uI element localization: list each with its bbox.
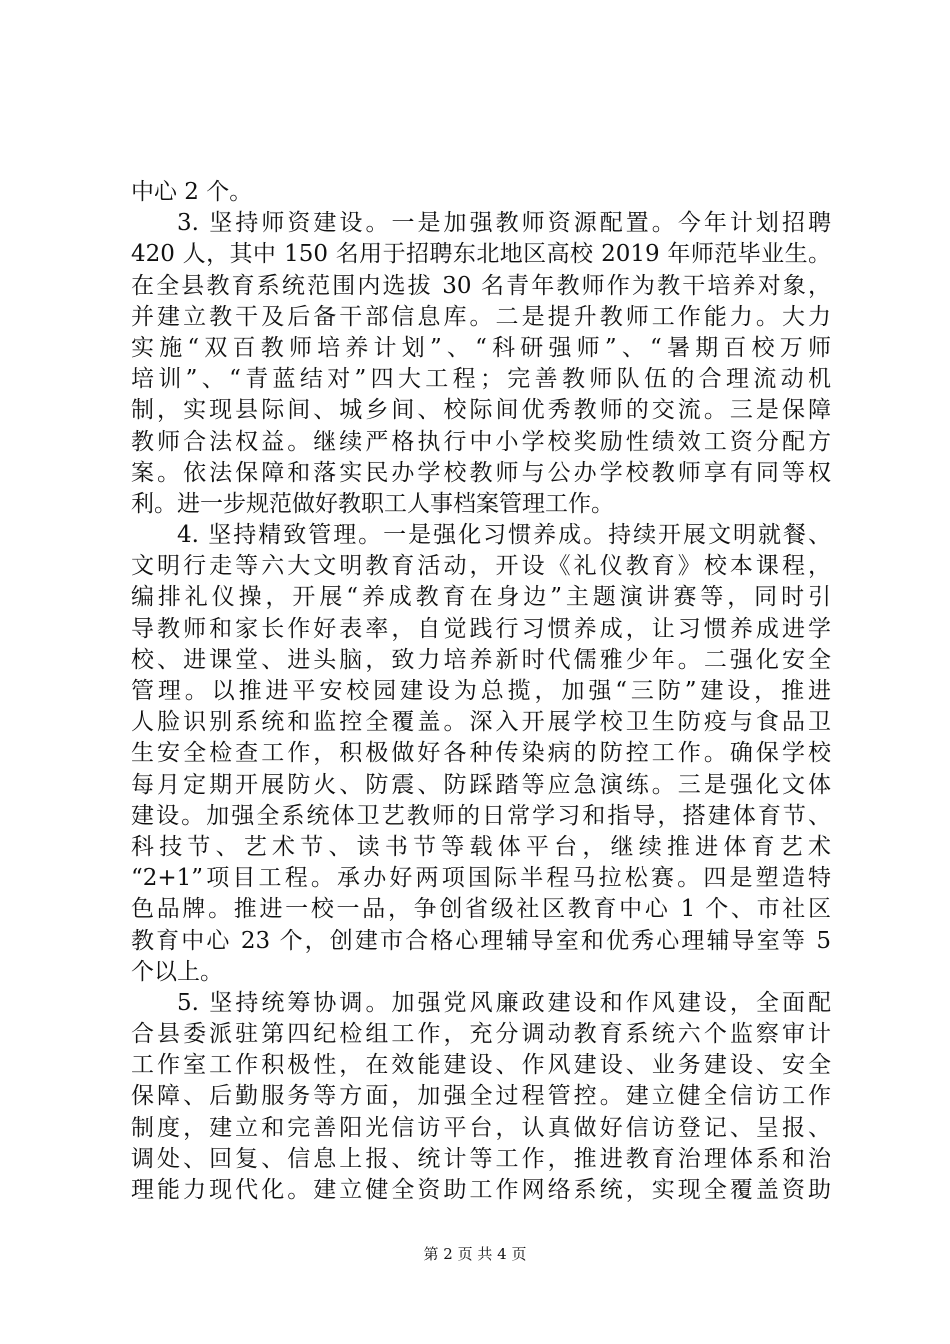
text-line: 管理。以推进平安校园建设为总揽，加强“三防”建设，推进 bbox=[131, 678, 831, 704]
text-line: 并建立教干及后备干部信息库。二是提升教师工作能力。大力 bbox=[131, 303, 831, 330]
text-line: 调处、回复、信息上报、统计等工作，推进教育治理体系和治 bbox=[131, 1145, 831, 1172]
page-footer: 第 2 页 共 4 页 bbox=[423, 1245, 527, 1263]
text-line: 编排礼仪操，开展“养成教育在身边”主题演讲赛等，同时引 bbox=[131, 584, 831, 611]
document-body bbox=[131, 177, 831, 1206]
text-line: 合县委派驻第四纪检组工作，充分调动教育系统六个监察审计 bbox=[131, 1021, 831, 1048]
text-line: “2+1”项目工程。承办好两项国际半程马拉松赛。四是塑造特 bbox=[131, 865, 831, 892]
text-line: 导教师和家长作好表率，自觉践行习惯养成，让习惯养成进学 bbox=[131, 615, 831, 642]
paragraph bbox=[131, 520, 831, 988]
paragraph bbox=[131, 208, 831, 520]
text-line: 制度，建立和完善阳光信访平台，认真做好信访登记、呈报、 bbox=[131, 1114, 831, 1141]
text-line: 个以上。 bbox=[131, 958, 223, 985]
text-line: 色品牌。推进一校一品，争创省级社区教育中心 1 个、市社区 bbox=[131, 896, 831, 923]
text-line: 保障、后勤服务等方面，加强全过程管控。建立健全信访工作 bbox=[131, 1083, 831, 1110]
text-line: 工作室工作积极性，在效能建设、作风建设、业务建设、安全 bbox=[131, 1052, 831, 1079]
text-line: 4. 坚持精致管理。一是强化习惯养成。持续开展文明就餐、 bbox=[177, 522, 831, 549]
text-line: 制，实现县际间、城乡间、校际间优秀教师的交流。三是保障 bbox=[131, 397, 831, 424]
text-line: 教育中心 23 个，创建市合格心理辅导室和优秀心理辅导室等 5 bbox=[131, 927, 831, 954]
text-line: 每月定期开展防火、防震、防踩踏等应急演练。三是强化文体 bbox=[131, 771, 831, 798]
text-line: 实施“双百教师培养计划”、“科研强师”、“暑期百校万师 bbox=[131, 334, 831, 361]
text-line: 生安全检查工作，积极做好各种传染病的防控工作。确保学校 bbox=[131, 740, 831, 767]
text-line: 理能力现代化。建立健全资助工作网络系统，实现全覆盖资助 bbox=[131, 1177, 831, 1203]
paragraph bbox=[131, 988, 831, 1206]
paragraph bbox=[131, 177, 831, 208]
text-line: 校、进课堂、进头脑，致力培养新时代儒雅少年。二强化安全 bbox=[131, 646, 831, 673]
text-line: 教师合法权益。继续严格执行中小学校奖励性绩效工资分配方 bbox=[131, 428, 831, 455]
text-line: 建设。加强全系统体卫艺教师的日常学习和指导，搭建体育节、 bbox=[131, 802, 831, 829]
text-line: 利。进一步规范做好教职工人事档案管理工作。 bbox=[131, 490, 614, 517]
text-line: 420 人，其中 150 名用于招聘东北地区高校 2019 年师范毕业生。 bbox=[131, 241, 831, 268]
text-line: 中心 2 个。 bbox=[131, 179, 253, 205]
text-line: 5. 坚持统筹协调。加强党风廉政建设和作风建设，全面配 bbox=[177, 989, 831, 1016]
text-line: 案。依法保障和落实民办学校教师与公办学校教师享有同等权 bbox=[131, 459, 831, 486]
text-line: 培训”、“青蓝结对”四大工程；完善教师队伍的合理流动机 bbox=[131, 366, 831, 393]
text-line: 人脸识别系统和监控全覆盖。深入开展学校卫生防疫与食品卫 bbox=[131, 709, 831, 736]
text-line: 文明行走等六大文明教育活动，开设《礼仪教育》校本课程， bbox=[131, 553, 831, 580]
text-line: 科技节、艺术节、读书节等载体平台，继续推进体育艺术 bbox=[131, 833, 831, 860]
text-line: 在全县教育系统范围内选拔 30 名青年教师作为教干培养对象， bbox=[131, 272, 831, 299]
text-line: 3. 坚持师资建设。一是加强教师资源配置。今年计划招聘 bbox=[177, 210, 831, 237]
